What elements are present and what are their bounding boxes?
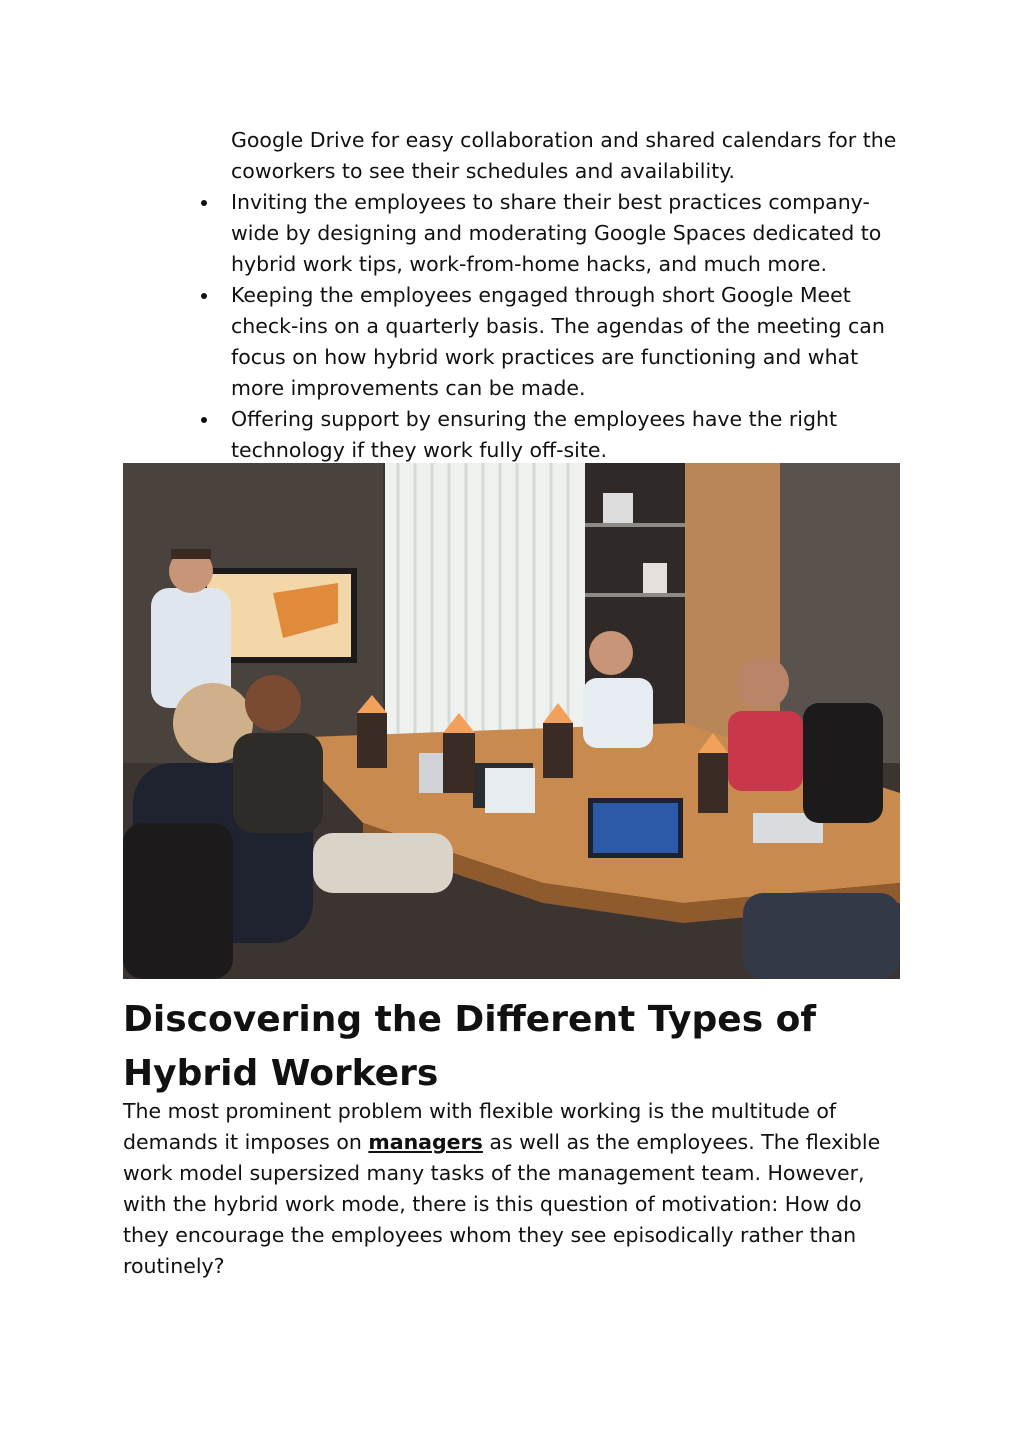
list-item: Offering support by ensuring the employees have the right technology if they work fully off-site.: [231, 404, 911, 466]
section-heading: Discovering the Different Types of Hybrid Workers: [123, 999, 817, 1094]
managers-link[interactable]: managers: [368, 1130, 483, 1154]
list-item: Keeping the employees engaged through short Google Meet check-ins on a quarterly basis. The agendas of the meeting can focus on how hybrid work practices are functioning and what more improvements can be made.: [231, 280, 911, 404]
meeting-room-illustration: [123, 463, 900, 979]
list-item: Inviting the employees to share their best practices company-wide by designing and moderating Google Spaces dedicated to hybrid work tips, work-from-home hacks, and much more.: [231, 187, 911, 280]
paragraph-text-before: The most prominent problem with flexible working is the multitude of demands it imposes on: [123, 1099, 837, 1154]
list-item: Google Drive for easy collaboration and shared calendars for the coworkers to see their schedules and availability.: [231, 128, 897, 183]
bullet-list: [231, 125, 911, 466]
meeting-room-photo: [123, 463, 900, 979]
paragraph-text-after: as well as the employees. The flexible work model supersized many tasks of the management team. However, with the hybrid work mode, there is this question of motivation: How do they encourage the employees whom they see episodically rather than routinely?: [123, 1130, 881, 1278]
body-paragraph: [123, 1096, 903, 1282]
